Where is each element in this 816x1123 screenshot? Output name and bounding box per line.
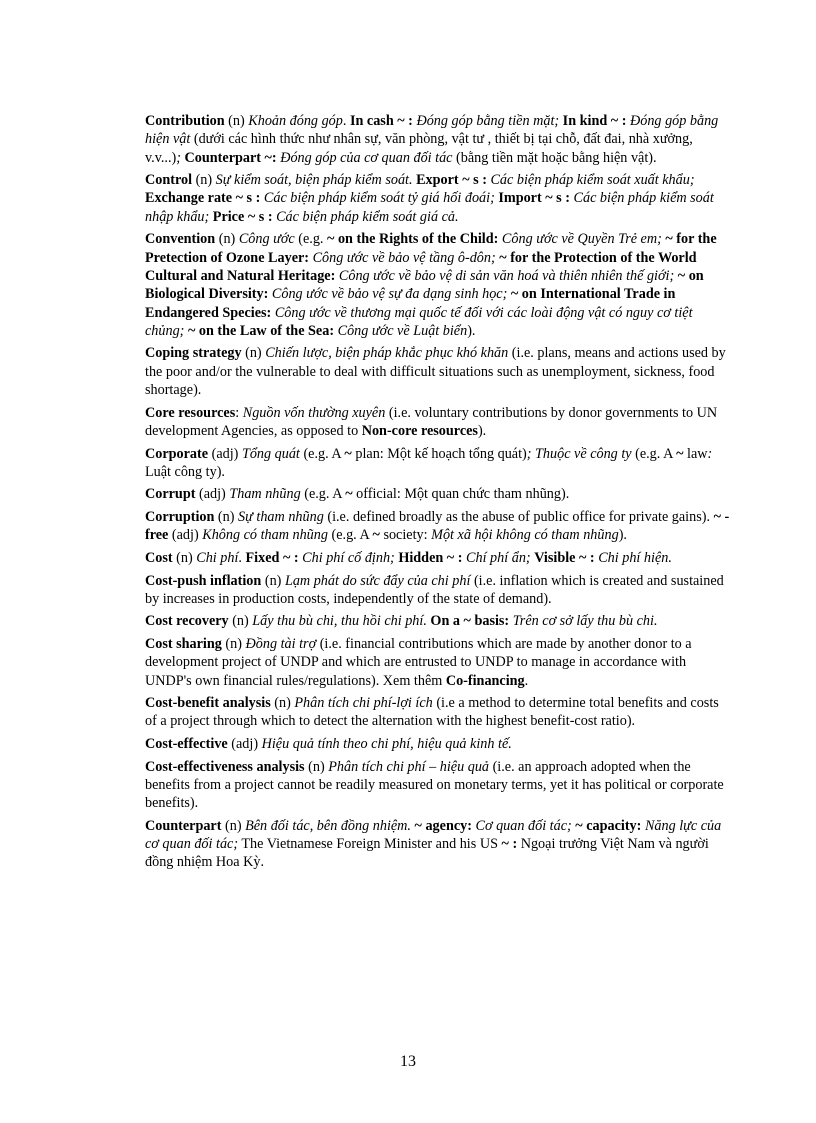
page-number: 13: [400, 1053, 416, 1070]
plain-text: (n): [228, 613, 253, 630]
term-text: Core resources: [145, 404, 236, 421]
plain-text: (dưới các hình thức như nhân sự, văn phòng, vật tư , thiết bị tại chỗ, đất đai, nhà xưởng, v.v...): [145, 131, 693, 166]
translation-text: Các biện pháp kiểm soát giá cả.: [272, 208, 459, 225]
translation-text: Chi phí cố định;: [298, 549, 395, 566]
translation-text: Công ước về Luật biển: [334, 322, 468, 339]
term-text: ~: [676, 445, 684, 462]
translation-text: Nguồn vốn thường xuyên: [242, 404, 386, 421]
entry-contribution: [145, 112, 730, 167]
translation-text: Lạm phát do sức đẩy của chi phí: [284, 572, 471, 589]
term-text: Hidden ~ :: [398, 549, 463, 566]
translation-text: Các biện pháp kiểm soát xuất khẩu;: [486, 172, 695, 189]
plain-text: (i.e a method to determine total benefits and costs of a project through which to detect the alternation with the highest benefit-cost ratio).: [145, 695, 719, 730]
term-text: Fixed ~ :: [245, 549, 299, 566]
plain-text: Luật công ty).: [145, 463, 225, 480]
term-text: ~: [345, 486, 353, 503]
plain-text: (i.e. plans, means and actions used by the poor and/or the vulnerable to deal with difficult situations such as unemployment, sickness, food shortage).: [145, 345, 726, 399]
translation-text: Phân tích chi phí-lợi ích: [294, 695, 433, 712]
translation-text: Công ước về bảo vệ di sản văn hoá và thiên nhiên thế giới;: [335, 267, 675, 284]
term-text: ~ on the Rights of the Child:: [327, 231, 499, 248]
term-text: Corrupt: [145, 486, 196, 503]
translation-text: Bên đối tác, bên đồng nhiệm.: [245, 817, 411, 834]
translation-text: Năng lực của cơ quan đối tác;: [145, 817, 722, 853]
entry-corrupt: [145, 485, 730, 503]
translation-text: Tham nhũng: [229, 486, 301, 503]
term-text: Cost-push inflation: [145, 572, 262, 589]
entry-cost-effectiveness-analysis: [145, 758, 730, 813]
entry-control: [145, 171, 730, 226]
term-text: Contribution: [145, 113, 225, 129]
term-text: In cash ~ :: [349, 113, 413, 129]
entry-coping-strategy: [145, 344, 730, 399]
plain-text: (n): [221, 817, 246, 834]
term-text: Coping strategy: [145, 345, 242, 362]
term-text: ~: [372, 527, 380, 544]
term-text: Price ~ s :: [212, 208, 273, 225]
plain-text: (n): [172, 549, 197, 566]
term-text: Cost: [145, 549, 173, 566]
plain-text: Ngoại trưởng Việt Nam và người đồng nhiệm Hoa Kỳ.: [145, 836, 709, 871]
translation-text: Công ước về Quyền Trẻ em;: [498, 231, 662, 248]
term-text: Counterpart ~:: [184, 149, 277, 166]
term-text: ~ - free: [145, 509, 730, 544]
translation-text: Chiến lược, biện pháp khắc phục khó khăn: [265, 345, 509, 362]
term-text: ~: [344, 445, 352, 462]
term-text: ~ on the Law of the Sea:: [187, 322, 335, 339]
plain-text: law: [683, 445, 708, 462]
translation-text: Lấy thu bù chi, thu hồi chi phí.: [252, 613, 427, 630]
term-text: Export ~ s :: [416, 172, 487, 189]
plain-text: (i.e. defined broadly as the abuse of public office for private gains).: [323, 509, 714, 526]
translation-text: Phân tích chi phí – hiệu quả: [328, 758, 490, 775]
translation-text: Đồng tài trợ: [245, 635, 317, 652]
term-text: Corruption: [145, 509, 215, 526]
plain-text: (n): [270, 695, 295, 712]
plain-text: (e.g. A: [299, 445, 345, 462]
plain-text: (n): [304, 758, 329, 775]
plain-text: ).: [477, 422, 487, 439]
term-text: ~ on International Trade in Endangered Species:: [145, 286, 676, 321]
plain-text: The Vietnamese Foreign Minister and his US: [238, 836, 502, 853]
translation-text: Cơ quan đối tác;: [471, 817, 572, 834]
term-text: ~ for the Pretection of Ozone Layer:: [145, 231, 717, 266]
translation-text: ; Thuộc về công ty: [526, 445, 632, 462]
entry-cost: [145, 549, 730, 567]
term-text: Exchange rate ~ s :: [145, 190, 261, 207]
translation-text: Đóng góp bằng hiện vật: [145, 113, 719, 148]
term-text: Visible ~ :: [534, 549, 595, 566]
plain-text: (n): [224, 113, 249, 129]
term-text: Co-financing: [445, 672, 525, 689]
translation-text: Sự kiểm soát, biện pháp kiểm soát.: [215, 172, 413, 189]
plain-text: .: [524, 672, 529, 689]
plain-text: (e.g.: [294, 231, 328, 248]
entry-counterpart: [145, 817, 730, 872]
glossary-body: [145, 112, 730, 876]
term-text: ~ :: [501, 836, 518, 853]
plain-text: ).: [618, 527, 627, 544]
plain-text: ).: [467, 322, 476, 339]
translation-text: :: [707, 445, 713, 462]
translation-text: Sự tham nhũng: [238, 509, 324, 526]
term-text: ~ for the Protection of the World Cultural and Natural Heritage:: [145, 249, 697, 284]
term-text: Cost-effectiveness analysis: [145, 758, 305, 775]
term-text: ~ agency:: [414, 817, 472, 834]
plain-text: (n): [261, 572, 285, 589]
plain-text: (e.g. A: [631, 445, 677, 462]
term-text: Control: [145, 172, 193, 189]
term-text: Cost-benefit analysis: [145, 695, 271, 712]
entry-corporate: [145, 445, 730, 482]
term-text: ~ on Biological Diversity:: [145, 267, 704, 303]
entry-cost-benefit-analysis: [145, 694, 730, 731]
plain-text: (i.e. voluntary contributions by donor governments to UN development Agencies, as opposed to: [145, 404, 718, 439]
translation-text: Công ước về bảo vệ sự đa dạng sinh học;: [268, 286, 508, 303]
plain-text: (n): [221, 635, 246, 652]
term-text: Corporate: [145, 445, 209, 462]
translation-text: Các biện pháp kiểm soát tỷ giá hối đoái;: [260, 190, 495, 207]
translation-text: Chi phí: [196, 549, 239, 566]
translation-text: Khoản đóng góp: [248, 113, 343, 129]
entry-cost-effective: [145, 735, 730, 753]
term-text: Cost sharing: [145, 635, 222, 652]
entry-cost-sharing: [145, 635, 730, 690]
term-text: ~ capacity:: [575, 817, 642, 834]
entry-corruption: [145, 508, 730, 545]
translation-text: Chi phí hiện.: [594, 549, 672, 566]
translation-text: Công ước về thương mại quốc tế đối với các loài động vật có nguy cơ tiệt chủng;: [145, 304, 693, 339]
term-text: On a ~ basis:: [430, 613, 510, 630]
plain-text: (n): [241, 345, 266, 362]
translation-text: Không có tham nhũng: [202, 527, 328, 544]
plain-text: society:: [379, 527, 432, 544]
translation-text: Hiệu quả tính theo chi phí, hiệu quả kinh tế.: [261, 736, 512, 753]
translation-text: ;: [176, 149, 181, 166]
plain-text: (bằng tiền mặt hoặc bằng hiện vật).: [452, 149, 657, 166]
term-text: Convention: [145, 231, 216, 248]
plain-text: official: Một quan chức tham nhũng).: [352, 486, 570, 503]
plain-text: (adj): [195, 486, 230, 503]
translation-text: Trên cơ sở lấy thu bù chi.: [509, 613, 658, 630]
term-text: Import ~ s :: [498, 190, 570, 207]
translation-text: Các biện pháp kiểm soát nhập khẩu;: [145, 190, 714, 225]
term-text: Non-core resources: [361, 422, 478, 439]
plain-text: .: [342, 113, 350, 129]
translation-text: Chí phí ẩn;: [462, 549, 531, 566]
plain-text: (n): [214, 509, 239, 526]
plain-text: (e.g. A: [327, 527, 373, 544]
plain-text: (i.e. inflation which is created and sustained by increases in production costs, independently of the state of demand).: [145, 572, 724, 607]
plain-text: plan: Một kế hoạch tổng quát): [351, 445, 527, 462]
plain-text: (e.g. A: [300, 486, 346, 503]
term-text: Cost-effective: [145, 736, 228, 753]
entry-cost-recovery: [145, 612, 730, 630]
translation-text: Đóng góp bằng tiền mặt;: [412, 113, 560, 129]
term-text: Cost recovery: [145, 613, 229, 630]
term-text: Counterpart: [145, 817, 222, 834]
term-text: In kind ~ :: [562, 113, 627, 129]
plain-text: (adj): [208, 445, 242, 462]
translation-text: Công ước: [238, 231, 295, 248]
plain-text: .: [238, 549, 246, 566]
translation-text: Đóng góp của cơ quan đối tác: [276, 149, 453, 166]
translation-text: Công ước về bảo vệ tầng ô-dôn;: [309, 249, 496, 266]
translation-text: Một xã hội không có tham nhũng: [431, 527, 619, 544]
plain-text: (i.e. an approach adopted when the benefits from a project cannot be readily measured on monetary terms, yet it has political or corporate benefits).: [145, 758, 724, 812]
plain-text: (n): [215, 231, 239, 248]
plain-text: (n): [192, 172, 216, 189]
plain-text: (i.e. financial contributions which are made by another donor to a development project of UNDP and which are entrusted to UNDP to manage in accordance with UNDP's own financial rules/regulations). Xem thêm: [145, 635, 692, 689]
entry-cost-push-inflation: [145, 572, 730, 609]
plain-text: (adj): [168, 527, 203, 544]
entry-core-resources: [145, 404, 730, 441]
plain-text: (adj): [227, 736, 262, 753]
translation-text: Tổng quát: [241, 445, 300, 462]
entry-convention: [145, 230, 730, 340]
plain-text: :: [235, 404, 243, 421]
